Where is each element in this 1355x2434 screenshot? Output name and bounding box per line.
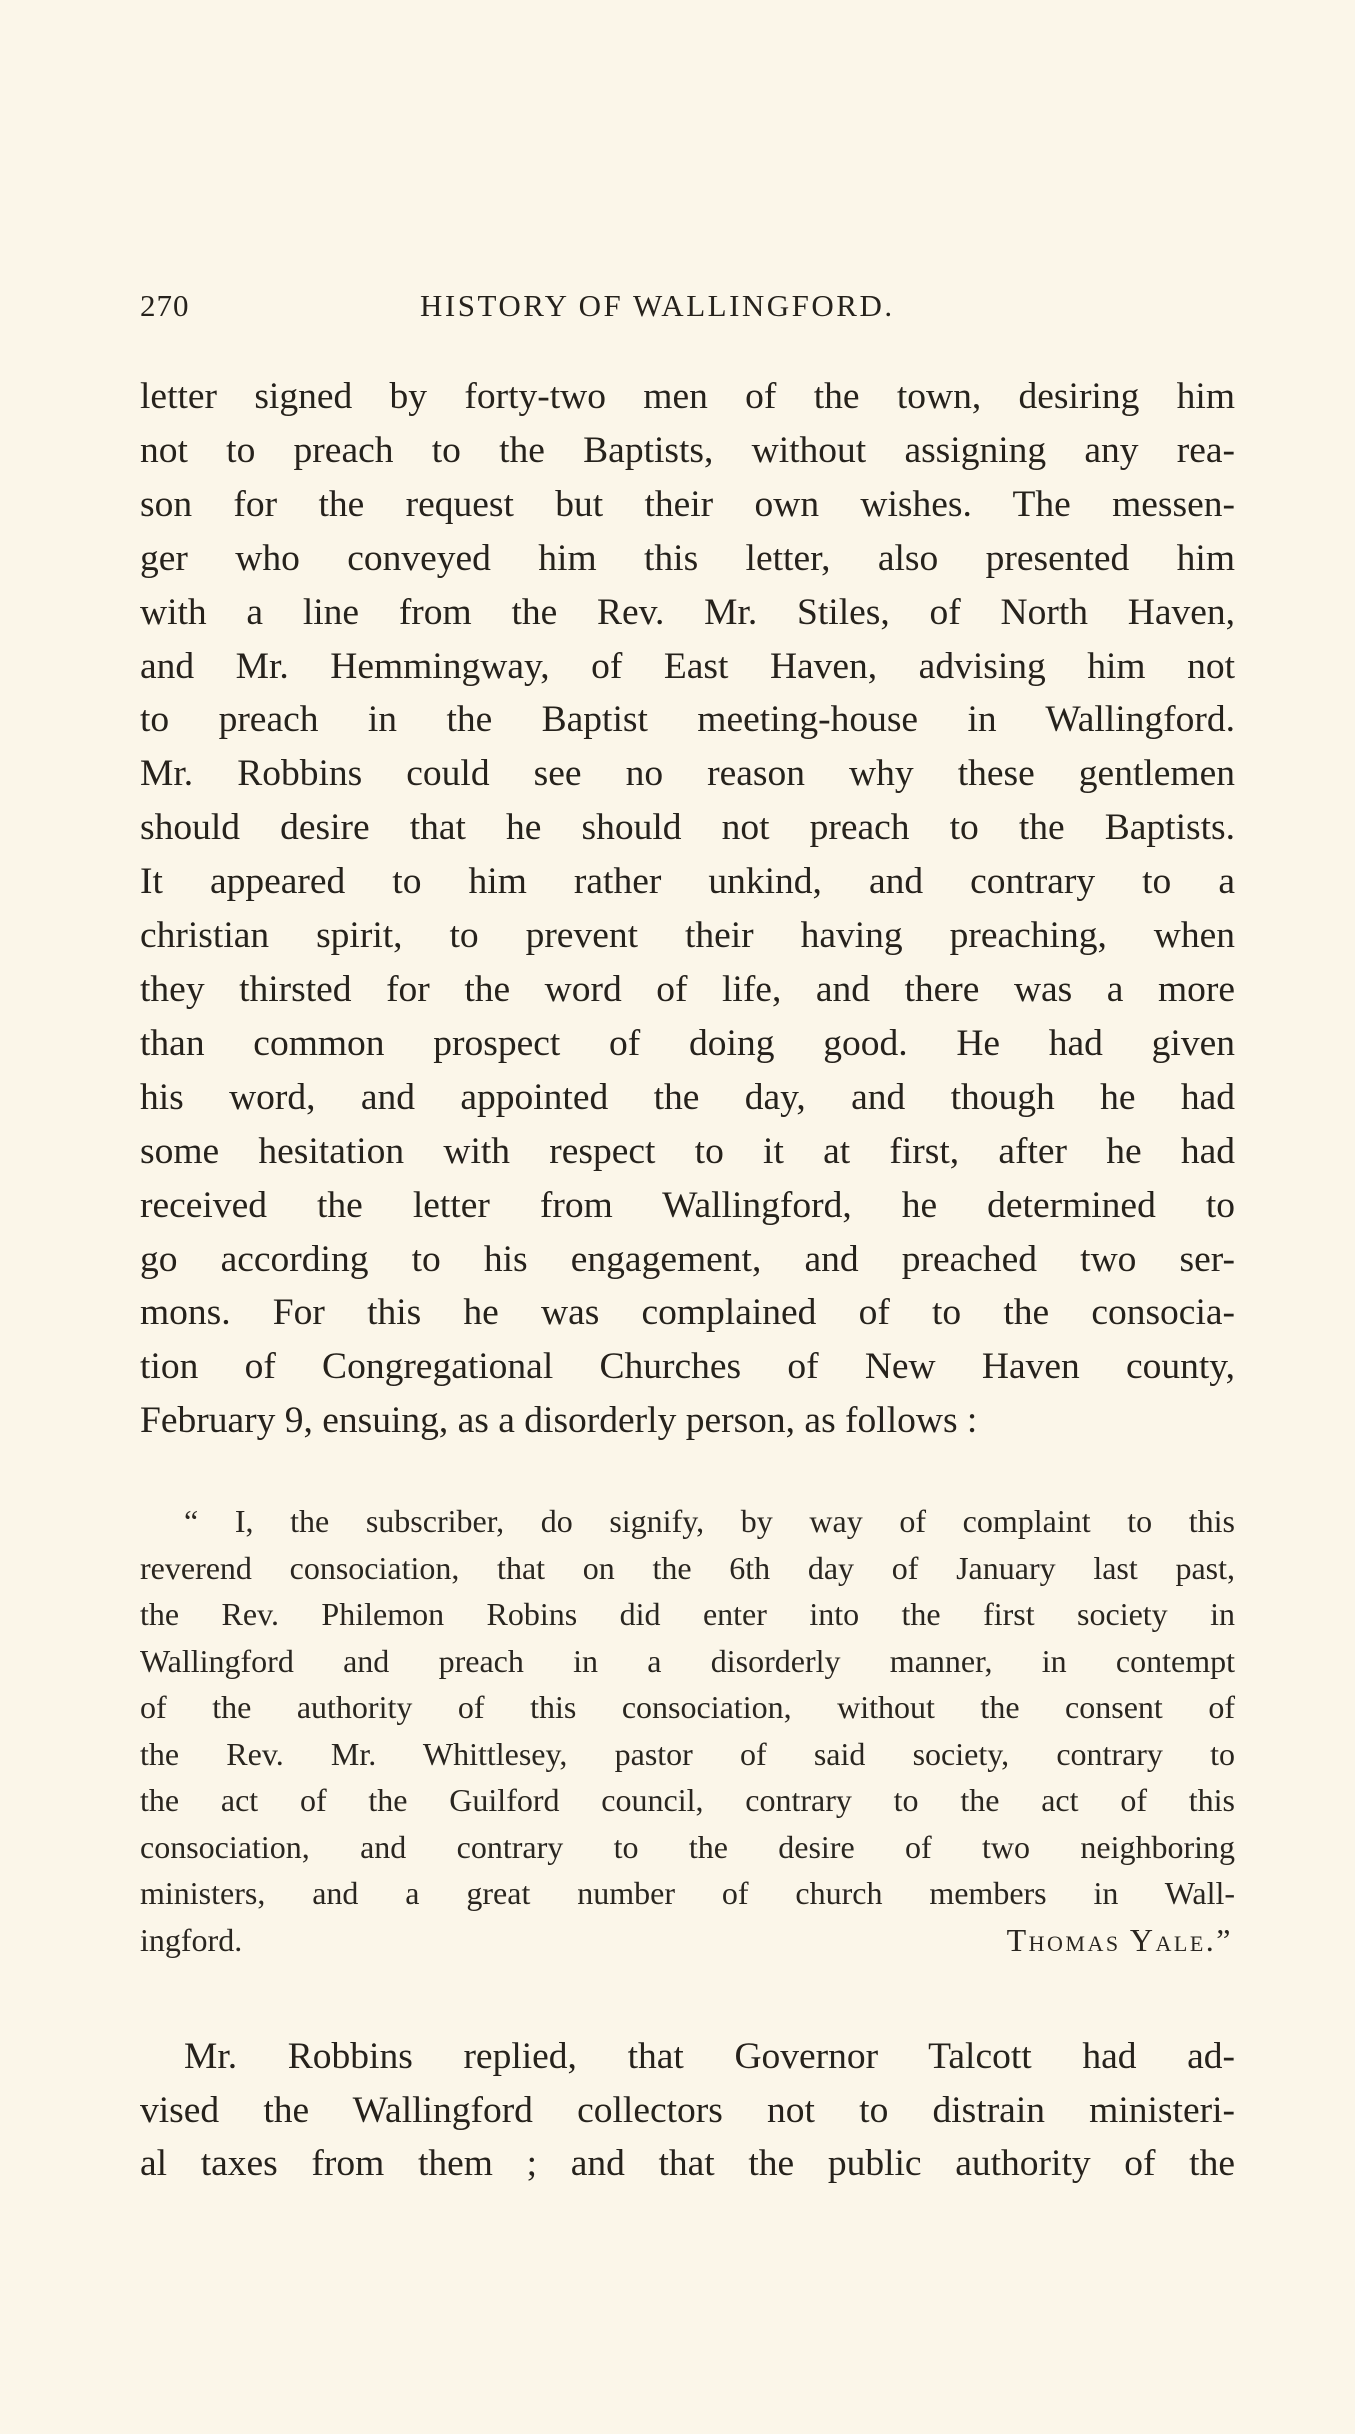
quote-line: of the authority of this consociation, without the consent of	[140, 1689, 1235, 1725]
paragraph-line: some hesitation with respect to it at first, after he had	[140, 1130, 1235, 1172]
running-title: HISTORY OF WALLINGFORD.	[420, 288, 895, 323]
paragraph-line: It appeared to him rather unkind, and contrary to a	[140, 861, 1235, 903]
paragraph-line: go according to his engagement, and preached two ser-	[140, 1238, 1235, 1280]
quote-line: consociation, and contrary to the desire of two neighboring	[140, 1828, 1235, 1865]
running-head	[140, 288, 1235, 338]
quote-line: the Rev. Mr. Whittlesey, pastor of said society, contrary to	[140, 1735, 1235, 1772]
paragraph-line: they thirsted for the word of life, and there was a more	[140, 968, 1235, 1010]
paragraph-line: not to preach to the Baptists, without assigning any rea-	[140, 429, 1235, 471]
paragraph-line: and Mr. Hemmingway, of East Haven, advising him not	[140, 645, 1235, 687]
quote-signature-line	[140, 1917, 1235, 1964]
reply-line: Mr. Robbins replied, that Governor Talcott had ad-	[184, 2036, 1235, 2077]
paragraph-line: son for the request but their own wishes. The messen-	[140, 483, 1235, 525]
paragraph-line: to preach in the Baptist meeting-house in Wallingford.	[140, 699, 1235, 741]
paragraph-line: his word, and appointed the day, and though he had	[140, 1076, 1235, 1118]
quote-last-line: ingford.	[140, 1921, 243, 1958]
paragraph-line: Mr. Robbins could see no reason why these gentlemen	[140, 753, 1235, 795]
paragraph-line: letter signed by forty-two men of the town, desiring him	[140, 376, 1235, 417]
quote-line: reverend consociation, that on the 6th day of January last past,	[140, 1549, 1235, 1586]
quote-line: “ I, the subscriber, do signify, by way of complaint to this	[184, 1503, 1235, 1539]
paragraph-line: February 9, ensuing, as a disorderly person, as follows :	[140, 1400, 978, 1442]
paragraph-line: should desire that he should not preach to the Baptists.	[140, 807, 1235, 849]
reply-line: al taxes from them ; and that the public authority of the	[140, 2143, 1235, 2184]
reply-line: vised the Wallingford collectors not to distrain ministeri-	[140, 2089, 1235, 2131]
block-quote	[140, 1498, 1235, 1963]
paragraph-line: tion of Congregational Churches of New Haven county,	[140, 1346, 1235, 1388]
quote-line: Wallingford and preach in a disorderly manner, in contempt	[140, 1642, 1235, 1679]
quote-line: the Rev. Philemon Robins did enter into the first society in	[140, 1596, 1235, 1632]
page-number: 270	[140, 288, 190, 323]
quote-line: ministers, and a great number of church members in Wall-	[140, 1875, 1235, 1911]
paragraph-line: than common prospect of doing good. He had given	[140, 1022, 1235, 1064]
body-paragraph	[140, 370, 1235, 1448]
paragraph-line: ger who conveyed him this letter, also presented him	[140, 537, 1235, 579]
paragraph-line: received the letter from Wallingford, he determined to	[140, 1184, 1235, 1226]
paragraph-line: christian spirit, to prevent their having preaching, when	[140, 915, 1235, 957]
reply-paragraph	[140, 2030, 1235, 2191]
quote-signature: Thomas Yale.”	[1006, 1921, 1233, 1958]
paragraph-line: mons. For this he was complained of to the consocia-	[140, 1292, 1235, 1334]
quote-line: the act of the Guilford council, contrary to the act of this	[140, 1782, 1235, 1818]
paragraph-line: with a line from the Rev. Mr. Stiles, of North Haven,	[140, 591, 1235, 633]
